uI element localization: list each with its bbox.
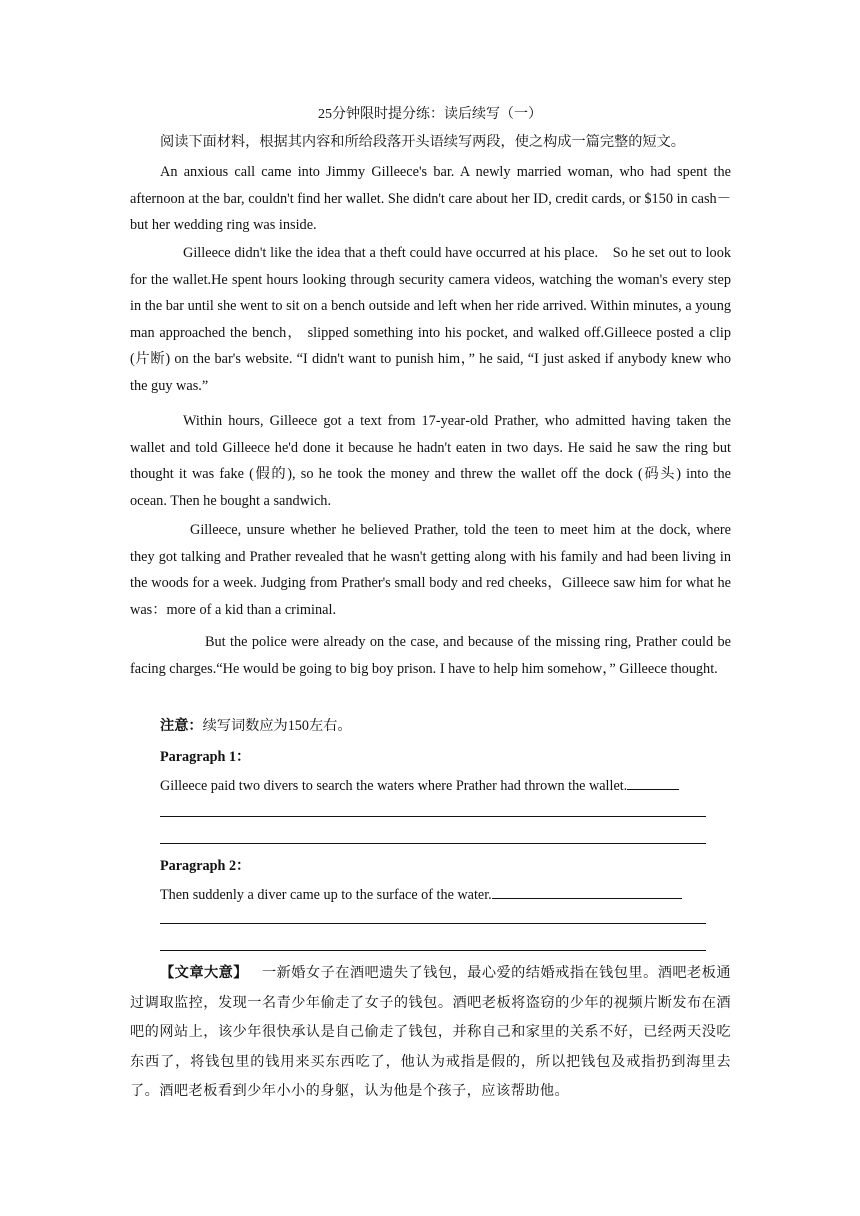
page-title: 25分钟限时提分练：读后续写（一）: [318, 107, 542, 122]
story-paragraph-5: But the police were already on the case, and because of the missing ring, Prather could be facing charges.“He would be going to big boy prison. I have to help him somehow，” Gilleece thought.: [130, 634, 731, 677]
article-summary: [130, 959, 731, 1107]
answer-blank-2[interactable]: [492, 884, 682, 899]
word-count-note: [160, 715, 352, 735]
story-paragraph-2: Gilleece didn't like the idea that a theft could have occurred at his place. So he set out to look for the wallet.He spent hours looking through security camera videos, watching the woman's every step in the bar until she went to sit on a bench outside and left when her ride arrived. Within minutes, a young man approached the bench， slipped something into his pocket, and walked off.Gilleece posted a clip (片断) on the bar's website. “I didn't want to punish him，” he said, “I just asked if anybody knew who the guy was.”: [130, 245, 731, 394]
summary-text: 一新婚女子在酒吧遗失了钱包，最心爱的结婚戒指在钱包里。酒吧老板通过调取监控，发现一名青少年偷走了女子的钱包。酒吧老板将盗窃的少年的视频片断发布在酒吧的网站上，该少年很快承认是自己偷走了钱包，并称自己和家里的关系不好，已经两天没吃东西了，将钱包里的钱用来买东西吃了，他认为戒指是假的，所以把钱包及戒指扔到海里去了。酒吧老板看到少年小小的身躯，认为他是个孩子，应该帮助他。: [130, 965, 731, 1099]
note-label: 注意：: [160, 718, 203, 734]
answer-line-1a[interactable]: [160, 816, 706, 817]
story-paragraph-4: Gilleece, unsure whether he believed Prather, told the teen to meet him at the dock, where they got talking and Prather revealed that he wasn't getting along with his family and had been living in the woods for a week. Judging from Prather's small body and red cheeks，Gilleece saw him for what he was：more of a kid than a criminal.: [130, 522, 731, 618]
paragraph-2-heading: Paragraph 2：: [160, 858, 251, 874]
paragraph-2-start-text: Then suddenly a diver came up to the surface of the water.: [160, 887, 492, 903]
answer-line-1b[interactable]: [160, 843, 706, 844]
answer-line-2b[interactable]: [160, 950, 706, 951]
paragraph-1-start-text: Gilleece paid two divers to search the waters where Prather had thrown the wallet.: [160, 778, 628, 794]
story-paragraph-3: Within hours, Gilleece got a text from 17‑year‑old Prather, who admitted having taken the wallet and told Gilleece he'd done it because he hadn't eaten in two days. He said he saw the ring but thought it was fake (假的), so he took the money and threw the wallet off the dock (码头) into the ocean. Then he bought a sandwich.: [130, 413, 731, 509]
paragraph-1-heading: Paragraph 1：: [160, 749, 251, 765]
paragraph-2-start: [160, 884, 682, 904]
answer-blank-1[interactable]: [627, 775, 679, 790]
note-text: 续写词数应为150左右。: [202, 718, 352, 734]
answer-line-2a[interactable]: [160, 923, 706, 924]
instruction-text: 阅读下面材料，根据其内容和所给段落开头语续写两段，使之构成一篇完整的短文。: [160, 134, 685, 150]
paragraph-1-start: [160, 775, 679, 795]
summary-label: 【文章大意】: [160, 965, 248, 981]
story-paragraph-1: An anxious call came into Jimmy Gilleece's bar. A newly married woman, who had spent the afternoon at the bar, couldn't find her wallet. She didn't care about her ID, credit cards, or $150 in cash－but her wedding ring was inside.: [130, 164, 731, 234]
